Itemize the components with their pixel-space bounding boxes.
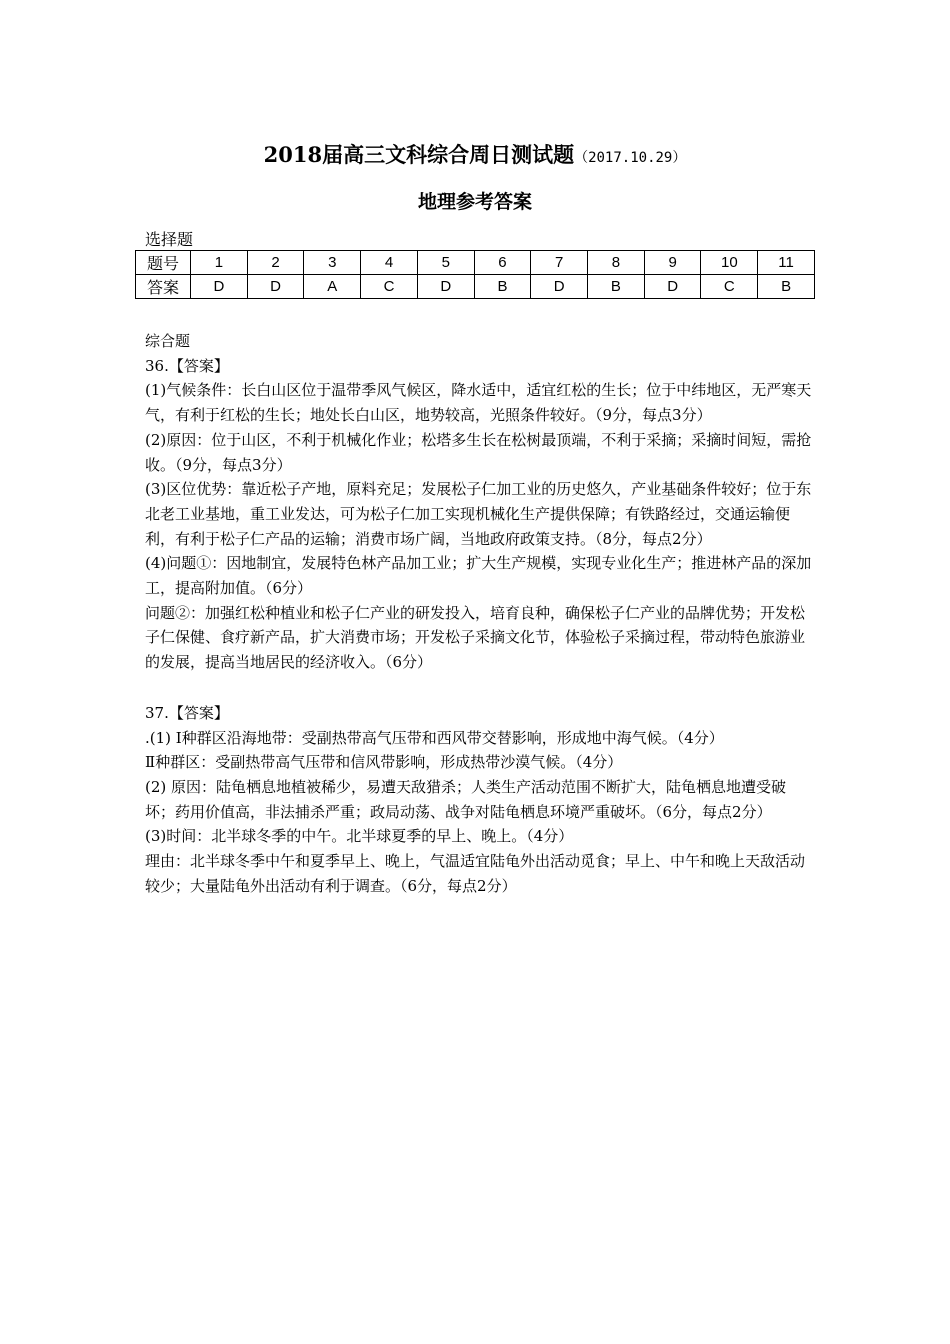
question-number-cell: 10 [701, 251, 758, 275]
answer-cell: C [701, 275, 758, 299]
question-number-cell: 4 [361, 251, 418, 275]
question-number-cell: 8 [588, 251, 645, 275]
q36-answer-2: (2)原因：位于山区，不利于机械化作业；松塔多生长在松树最顶端，不利于采摘；采摘时间短，需抢收。（9分，每点3分） [145, 430, 812, 474]
answer-cell: B [758, 275, 815, 299]
comprehensive-section [145, 329, 815, 898]
comprehensive-label: 综合题 [145, 332, 191, 350]
answer-cell: B [588, 275, 645, 299]
q36-answer-5: 问题②：加强红松种植业和松子仁产业的研发投入，培育良种，确保松子仁产业的品牌优势；开发松子仁保健、食疗新产品，扩大消费市场；开发松子采摘文化节，体验松子采摘过程，带动特色旅游业的发展，提高当地居民的经济收入。（6分） [145, 603, 806, 672]
q37-answer-1: .(1) Ⅰ种群区沿海地带：受副热带高气压带和西风带交替影响，形成地中海气候。（4分） [145, 728, 724, 747]
answer-cell: D [417, 275, 474, 299]
question-number-cell: 1 [191, 251, 248, 275]
row-header-number: 题号 [136, 251, 191, 275]
title-date: （2017.10.29） [574, 150, 687, 166]
answer-cell: D [531, 275, 588, 299]
question-number-cell: 11 [758, 251, 815, 275]
q37-answer-4: (3)时间：北半球冬季的中午。北半球夏季的早上、晚上。（4分） [145, 827, 574, 846]
question-number-cell: 3 [304, 251, 361, 275]
answer-cell: C [361, 275, 418, 299]
answer-cell: A [304, 275, 361, 299]
question-number-cell: 2 [247, 251, 304, 275]
q36-answer-3: (3)区位优势：靠近松子产地，原料充足；发展松子仁加工业的历史悠久，产业基础条件较好；位于东北老工业基地，重工业发达，可为松子仁加工实现机械化生产提供保障；有铁路经过，交通运输便利，有利于松子仁产品的运输；消费市场广阔，当地政府政策支持。（8分，每点2分） [145, 480, 812, 548]
multiple-choice-label: 选择题 [145, 230, 194, 249]
page-title [0, 139, 950, 169]
q37-heading: 37.【答案】 [145, 703, 229, 722]
table-row-answers [136, 275, 815, 299]
question-number-cell: 6 [474, 251, 531, 275]
question-number-cell: 5 [417, 251, 474, 275]
q36-answer-1: (1)气候条件：长白山区位于温带季风气候区，降水适中，适宜红松的生长；位于中纬地区，无严寒天气，有利于红松的生长；地处长白山区，地势较高，光照条件较好。（9分，每点3分） [145, 381, 812, 425]
table-row-numbers [136, 251, 815, 275]
answer-cell: D [247, 275, 304, 299]
q37-answer-2: Ⅱ种群区：受副热带高气压带和信风带影响，形成热带沙漠气候。（4分） [145, 753, 623, 772]
title-text: 2018届高三文科综合周日测试题 [263, 142, 575, 167]
q37-answer-5: 理由：北半球冬季中午和夏季早上、晚上，气温适宜陆龟外出活动觅食；早上、中午和晚上天敌活动较少；大量陆龟外出活动有利于调查。（6分，每点2分） [145, 852, 806, 895]
answer-cell: D [191, 275, 248, 299]
answer-cell: B [474, 275, 531, 299]
q36-answer-4: (4)问题①：因地制宜，发展特色林产品加工业；扩大生产规模，实现专业化生产；推进林产品的深加工，提高附加值。（6分） [145, 554, 812, 598]
question-number-cell: 7 [531, 251, 588, 275]
page-subtitle: 地理参考答案 [417, 191, 532, 213]
question-number-cell: 9 [644, 251, 701, 275]
section-gap [145, 675, 815, 701]
q36-heading: 36.【答案】 [145, 356, 229, 375]
answer-table [135, 250, 815, 299]
row-header-answer: 答案 [136, 275, 191, 299]
answer-cell: D [644, 275, 701, 299]
q37-answer-3: (2) 原因：陆龟栖息地植被稀少，易遭天敌猎杀；人类生产活动范围不断扩大，陆龟栖息地遭受破坏；药用价值高，非法捕杀严重；政局动荡、战争对陆龟栖息环境严重破坏。（6分，每点2分） [145, 777, 787, 821]
